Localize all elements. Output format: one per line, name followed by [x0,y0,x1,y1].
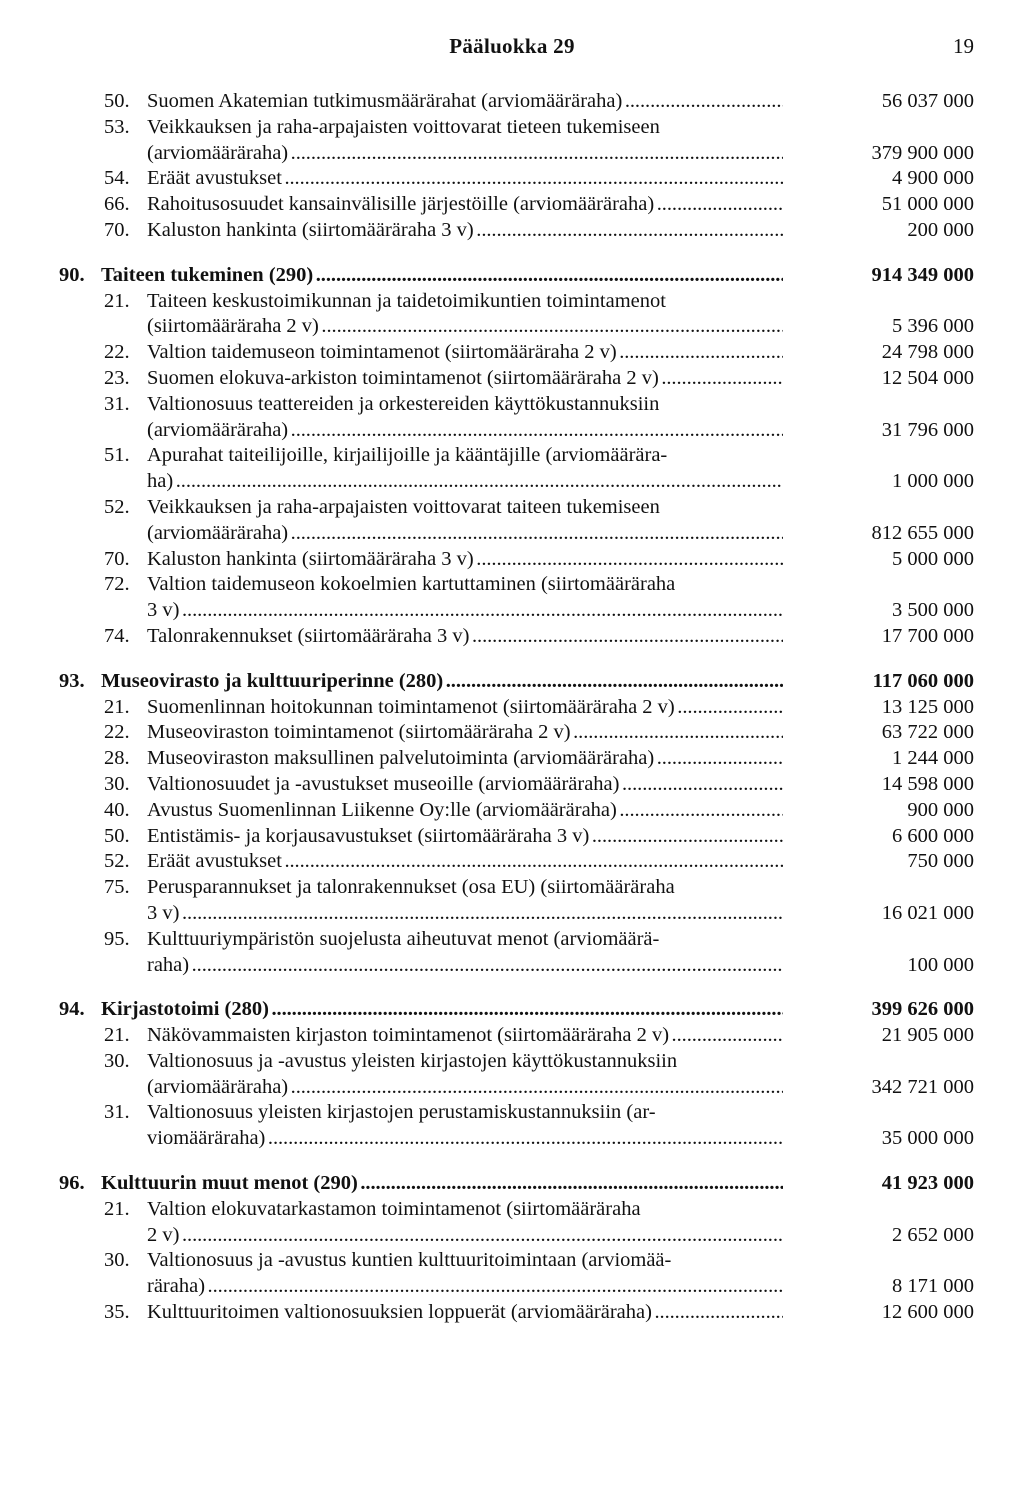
item-amount: 63 722 000 [881,721,974,744]
item-amount: 13 125 000 [881,695,974,718]
item-number: 23. [104,366,130,389]
item-number: 28. [104,747,130,770]
item-description [147,746,783,772]
budget-item [0,572,1024,624]
item-number: 66. [104,193,130,216]
item-description [147,289,783,341]
item-amount: 6 600 000 [892,824,974,847]
budget-item [0,720,1024,746]
budget-item [0,192,1024,218]
item-amount: 14 598 000 [881,772,974,795]
item-number: 22. [104,721,130,744]
item-text-line: Eräät avustukset . . . [147,849,783,875]
budget-section [0,997,1024,1152]
page-title: Pääluokka 29 [449,34,575,58]
section-amount: 41 923 000 [881,1172,974,1195]
item-amount: 56 037 000 [881,90,974,112]
section-heading [0,263,1024,289]
item-number: 52. [104,850,130,873]
item-text-line: (siirtomääräraha 2 v) . . . [147,314,783,340]
item-text-line: Valtion taidemuseon toimintamenot (siirtomääräraha 2 v) . . . [147,340,783,366]
item-text-line: Veikkauksen ja raha-arpajaisten voittovarat taiteen tukemiseen [147,495,660,518]
item-description [147,927,783,979]
budget-item [0,1197,1024,1249]
item-text-line: Veikkauksen ja raha-arpajaisten voittovarat tieteen tukemiseen [147,115,660,138]
budget-item [0,340,1024,366]
item-description [147,572,783,624]
item-text-line: (arviomääräraha) . . . [147,1075,783,1101]
item-text-line: Kaluston hankinta (siirtomääräraha 3 v) . . . [147,218,783,244]
item-description [147,443,783,495]
budget-item [0,115,1024,167]
budget-item [0,218,1024,244]
item-description [147,1300,783,1326]
item-text-line: Valtionosuus ja -avustus yleisten kirjastojen käyttökustannuksiin [147,1049,678,1072]
item-amount: 8 171 000 [892,1275,974,1298]
item-text-line: Avustus Suomenlinnan Liikenne Oy:lle (arviomääräraha) . . . [147,798,783,824]
item-text-line: (arviomääräraha) . . . [147,141,783,167]
item-number: 31. [104,392,130,415]
section-number: 94. [59,998,85,1021]
item-text-line: Museoviraston maksullinen palvelutoiminta (arviomääräraha) . . . [147,746,783,772]
budget-item [0,366,1024,392]
budget-item [0,927,1024,979]
item-amount: 16 021 000 [881,901,974,924]
item-amount: 24 798 000 [881,341,974,364]
item-text-line: Suomen elokuva-arkiston toimintamenot (siirtomääräraha 2 v) . . . [147,366,783,392]
item-text-line: Eräät avustukset . . . [147,166,783,192]
budget-section [0,263,1024,650]
budget-section [0,89,1024,244]
budget-list [0,89,1024,1326]
item-number: 30. [104,1249,130,1272]
item-text-line: Valtion taidemuseon kokoelmien kartuttaminen (siirtomääräraha [147,573,676,596]
item-amount: 812 655 000 [871,521,974,544]
item-description [147,772,783,798]
item-text-line: ha) . . . [147,469,783,495]
item-amount: 100 000 [907,953,974,976]
section-number: 90. [59,263,85,286]
budget-item [0,1300,1024,1326]
item-description [147,115,783,167]
item-number: 51. [104,444,130,467]
item-text-line: Museoviraston toimintamenot (siirtomääräraha 2 v) . . . [147,720,783,746]
section-title: Taiteen tukeminen (290) . . . [101,263,783,289]
item-text-line: Suomen Akatemian tutkimusmäärärahat (arviomääräraha) . . . [147,89,783,115]
budget-item [0,443,1024,495]
item-description [147,495,783,547]
item-number: 50. [104,90,130,112]
item-description [147,166,783,192]
budget-item [0,695,1024,721]
item-number: 52. [104,495,130,518]
item-text-line: Valtionosuus yleisten kirjastojen perustamiskustannuksiin (ar- [147,1101,656,1124]
budget-item [0,1023,1024,1049]
item-amount: 35 000 000 [881,1127,974,1150]
item-description [147,340,783,366]
budget-item [0,746,1024,772]
item-amount: 2 652 000 [892,1223,974,1246]
budget-item [0,875,1024,927]
item-amount: 51 000 000 [881,193,974,216]
item-amount: 1 000 000 [892,470,974,493]
item-text-line: Kulttuuritoimen valtionosuuksien loppuerät (arviomääräraha) . . . [147,1300,783,1326]
item-number: 30. [104,772,130,795]
item-text-line: Näkövammaisten kirjaston toimintamenot (siirtomääräraha 2 v) . . . [147,1023,783,1049]
section-amount: 914 349 000 [871,263,974,286]
item-text-line: Entistämis- ja korjausavustukset (siirtomääräraha 3 v) . . . [147,824,783,850]
section-number: 96. [59,1172,85,1195]
item-number: 21. [104,1024,130,1047]
item-number: 35. [104,1301,130,1324]
page-header [0,34,1024,62]
section-title-block [101,997,783,1023]
item-amount: 3 500 000 [892,599,974,622]
budget-item [0,1100,1024,1152]
item-text-line: Suomenlinnan hoitokunnan toimintamenot (siirtomääräraha 2 v) . . . [147,695,783,721]
item-description [147,720,783,746]
item-text-line: Talonrakennukset (siirtomääräraha 3 v) . . . [147,624,783,650]
item-number: 30. [104,1049,130,1072]
section-heading [0,669,1024,695]
section-title-block [101,1171,783,1197]
budget-item [0,495,1024,547]
item-text-line: Kaluston hankinta (siirtomääräraha 3 v) . . . [147,547,783,573]
item-description [147,798,783,824]
item-description [147,1023,783,1049]
item-number: 72. [104,573,130,596]
item-text-line: viomääräraha) . . . [147,1126,783,1152]
budget-section [0,669,1024,979]
budget-item [0,1248,1024,1300]
budget-item [0,772,1024,798]
item-amount: 1 244 000 [892,747,974,770]
budget-item [0,1049,1024,1101]
item-number: 53. [104,115,130,138]
budget-section [0,1171,1024,1326]
item-number: 54. [104,167,130,190]
item-number: 70. [104,547,130,570]
page-number: 19 [953,34,974,58]
item-text-line: raha) . . . [147,953,783,979]
item-text-line: 3 v) . . . [147,598,783,624]
item-number: 21. [104,695,130,718]
section-heading [0,1171,1024,1197]
section-amount: 399 626 000 [871,998,974,1021]
item-amount: 31 796 000 [881,418,974,441]
item-description [147,89,783,115]
item-amount: 342 721 000 [871,1075,974,1098]
item-text-line: Valtionosuus teattereiden ja orkestereiden käyttökustannuksiin [147,392,660,415]
item-description [147,695,783,721]
item-number: 70. [104,218,130,241]
item-amount: 21 905 000 [881,1024,974,1047]
item-text-line: Valtionosuus ja -avustus kuntien kulttuuritoimintaan (arviomää- [147,1249,672,1272]
item-text-line: Valtionosuudet ja -avustukset museoille (arviomääräraha) . . . [147,772,783,798]
item-text-line: Valtion elokuvatarkastamon toimintamenot (siirtomääräraha [147,1197,641,1220]
section-number: 93. [59,669,85,692]
item-number: 75. [104,876,130,899]
item-description [147,1100,783,1152]
item-description [147,218,783,244]
item-number: 22. [104,341,130,364]
item-text-line: Taiteen keskustoimikunnan ja taidetoimikuntien toimintamenot [147,289,666,312]
budget-item [0,798,1024,824]
section-title: Museovirasto ja kulttuuriperinne (280) . . . [101,669,783,695]
item-description [147,849,783,875]
item-text-line: 3 v) . . . [147,901,783,927]
item-text-line: räraha) . . . [147,1274,783,1300]
item-number: 21. [104,289,130,312]
item-amount: 4 900 000 [892,167,974,190]
item-description [147,1049,783,1101]
item-text-line: Perusparannukset ja talonrakennukset (osa EU) (siirtomääräraha [147,876,675,899]
item-number: 95. [104,927,130,950]
budget-item [0,89,1024,115]
item-number: 50. [104,824,130,847]
item-description [147,366,783,392]
budget-item [0,824,1024,850]
item-amount: 200 000 [907,218,974,241]
item-text-line: Rahoitusosuudet kansainvälisille järjestöille (arviomääräraha) . . . [147,192,783,218]
budget-item [0,166,1024,192]
item-amount: 5 000 000 [892,547,974,570]
item-text-line: 2 v) . . . [147,1223,783,1249]
item-amount: 12 504 000 [881,366,974,389]
item-amount: 12 600 000 [881,1301,974,1324]
item-amount: 17 700 000 [881,624,974,647]
section-title: Kirjastotoimi (280) . . . [101,997,783,1023]
section-title-block [101,669,783,695]
section-amount: 117 060 000 [872,669,974,692]
item-amount: 900 000 [907,798,974,821]
item-number: 21. [104,1197,130,1220]
item-description [147,192,783,218]
section-title-block [101,263,783,289]
item-text-line: (arviomääräraha) . . . [147,418,783,444]
budget-item [0,392,1024,444]
item-description [147,547,783,573]
item-description [147,875,783,927]
item-number: 40. [104,798,130,821]
item-text-line: (arviomääräraha) . . . [147,521,783,547]
item-amount: 5 396 000 [892,315,974,338]
item-amount: 379 900 000 [871,141,974,164]
item-amount: 750 000 [907,850,974,873]
budget-item [0,849,1024,875]
section-title: Kulttuurin muut menot (290) . . . [101,1171,783,1197]
item-number: 31. [104,1101,130,1124]
item-text-line: Apurahat taiteilijoille, kirjailijoille ja kääntäjille (arviomäärära- [147,444,668,467]
item-description [147,1197,783,1249]
item-description [147,824,783,850]
section-heading [0,997,1024,1023]
item-description [147,624,783,650]
item-number: 74. [104,624,130,647]
budget-item [0,547,1024,573]
budget-item [0,624,1024,650]
budget-item [0,289,1024,341]
item-description [147,1248,783,1300]
item-text-line: Kulttuuriympäristön suojelusta aiheutuvat menot (arviomäärä- [147,927,660,950]
item-description [147,392,783,444]
